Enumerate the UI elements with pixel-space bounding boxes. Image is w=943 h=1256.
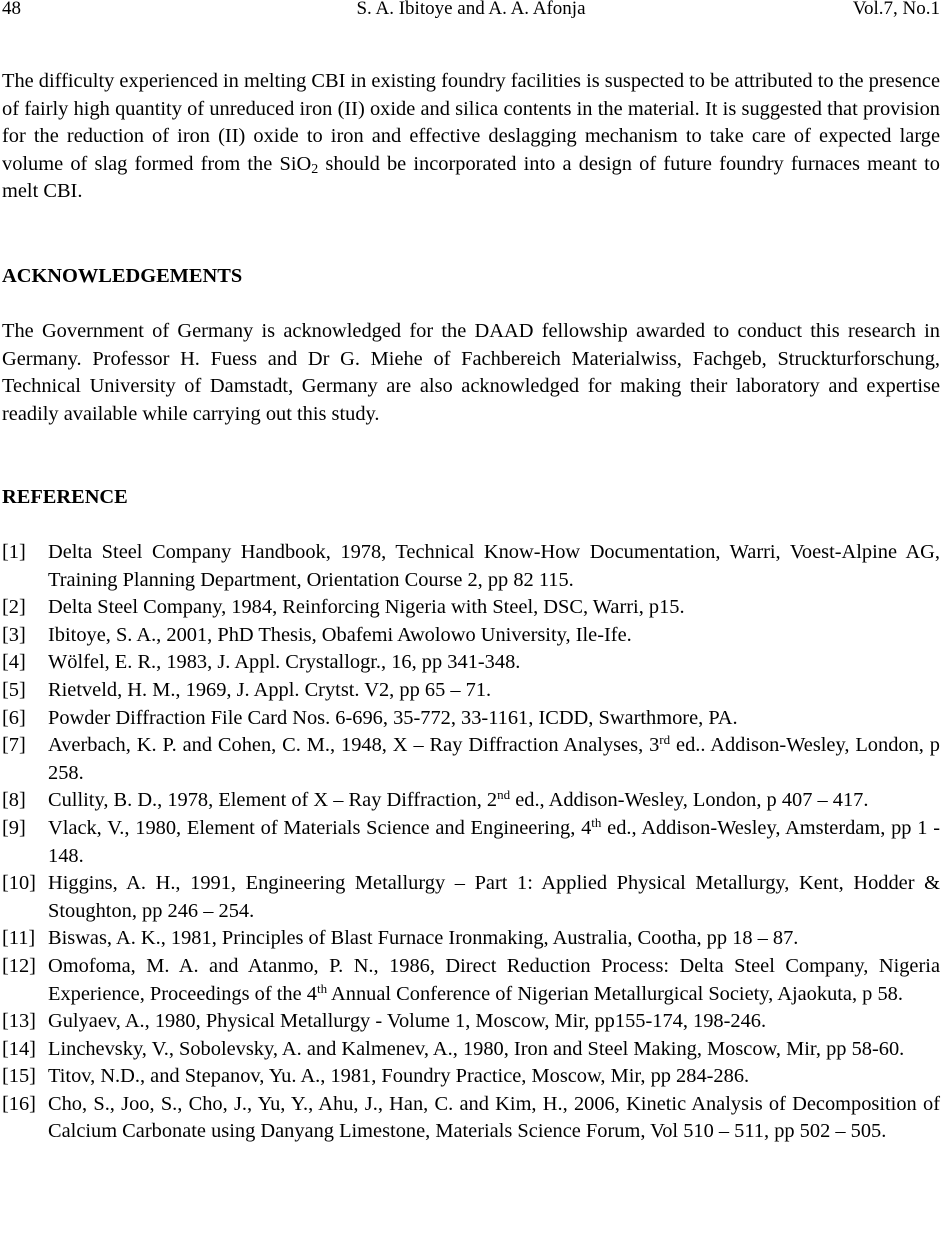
acknowledgements-heading: ACKNOWLEDGEMENTS: [2, 265, 243, 287]
reference-item: [2, 953, 940, 1008]
header-volume: Vol.7, No.1: [852, 0, 940, 19]
reference-number: [7]: [2, 734, 26, 757]
reference-item: [2, 1036, 940, 1064]
reference-number: [1]: [2, 541, 26, 563]
reference-text-continued: ed., Addison-Wesley, Amsterdam, pp 1 - 148.: [48, 816, 941, 867]
reference-item: [2, 870, 940, 925]
reference-item: [2, 539, 940, 594]
subscript: 2: [311, 161, 319, 177]
ordinal-superscript: rd: [659, 732, 671, 748]
reference-number: [3]: [2, 623, 26, 646]
reference-text: Linchevsky, V., Sobolevsky, A. and Kalmenev, A., 1980, Iron and Steel Making, Moscow, Mir, pp 58-60.: [48, 1037, 905, 1060]
reference-item: [2, 594, 940, 622]
reference-item: [2, 705, 940, 733]
reference-number: [8]: [2, 789, 26, 812]
header-authors: S. A. Ibitoye and A. A. Afonja: [356, 0, 586, 19]
reference-text: Cho, S., Joo, S., Cho, J., Yu, Y., Ahu, J., Han, C. and Kim, H., 2006, Kinetic Analysis of Decomposition of Calcium Carbonate using Danyang Limestone, Materials Science Forum, Vol 510 – 511, pp 502 – 505.: [48, 1092, 940, 1143]
reference-item: [2, 787, 940, 815]
reference-text-continued: ed., Addison-Wesley, London, p 407 – 417.: [510, 789, 869, 812]
reference-text: Higgins, A. H., 1991, Engineering Metallurgy – Part 1: Applied Physical Metallurgy, Kent, Hodder & Stoughton, pp 246 – 254.: [48, 872, 940, 922]
reference-item: [2, 1091, 940, 1146]
reference-item: [2, 1008, 940, 1036]
reference-text: Cullity, B. D., 1978, Element of X – Ray Diffraction, 2: [48, 789, 498, 812]
ordinal-superscript: th: [591, 814, 602, 830]
reference-text-continued: Annual Conference of Nigerian Metallurgical Society, Ajaokuta, p 58.: [327, 982, 903, 1005]
acknowledgements-paragraph: The Government of Germany is acknowledged for the DAAD fellowship awarded to conduct this research in Germany. Professor H. Fuess and Dr G. Miehe of Fachbereich Materialwiss, Fachgeb, Struckturforschung, Technical University of Damstadt, Germany are also acknowledged for making their laboratory and expertise readily available while carrying out this study.: [2, 320, 940, 425]
reference-item: [2, 677, 940, 705]
reference-text: Vlack, V., 1980, Element of Materials Science and Engineering, 4: [48, 816, 592, 839]
reference-item: [2, 622, 940, 650]
reference-item: [2, 732, 940, 787]
references-heading: REFERENCE: [2, 486, 128, 508]
reference-text: Biswas, A. K., 1981, Principles of Blast Furnace Ironmaking, Australia, Cootha, pp 18 – 87.: [48, 927, 799, 950]
running-header: [2, 0, 940, 22]
reference-item: [2, 649, 940, 677]
reference-text: Rietveld, H. M., 1969, J. Appl. Crytst. V2, pp 65 – 71.: [48, 678, 492, 701]
page-number: 48: [2, 0, 21, 19]
reference-number: [11]: [2, 927, 36, 950]
reference-text: Ibitoye, S. A., 2001, PhD Thesis, Obafemi Awolowo University, Ile-Ife.: [48, 623, 632, 646]
reference-text: Delta Steel Company Handbook, 1978, Technical Know-How Documentation, Warri, Voest-Alpine AG, Training Planning Department, Orientation Course 2, pp 82 115.: [48, 541, 940, 591]
reference-text: Averbach, K. P. and Cohen, C. M., 1948, X – Ray Diffraction Analyses, 3: [48, 734, 660, 757]
reference-number: [2]: [2, 596, 26, 619]
reference-text-continued: ed.. Addison-Wesley, London, p 258.: [48, 734, 940, 784]
reference-text: Delta Steel Company, 1984, Reinforcing Nigeria with Steel, DSC, Warri, p15.: [48, 596, 685, 619]
reference-item: [2, 1063, 940, 1091]
reference-number: [9]: [2, 816, 26, 839]
reference-text: Omofoma, M. A. and Atanmo, P. N., 1986, Direct Reduction Process: Delta Steel Company, Nigeria Experience, Proceedings of the 4: [48, 954, 940, 1005]
conclusion-text-end: should be incorporated into a design of future foundry furnaces meant to melt CBI.: [2, 152, 940, 203]
reference-number: [4]: [2, 651, 26, 674]
reference-text: Powder Diffraction File Card Nos. 6-696, 35-772, 33-1161, ICDD, Swarthmore, PA.: [48, 706, 738, 729]
conclusion-text: The difficulty experienced in melting CBI in existing foundry facilities is suspected to be attributed to the presence of fairly high quantity of unreduced iron (II) oxide and silica contents in the material. It is suggested that provision for the reduction of iron (II) oxide to iron and effective deslagging mechanism to take care of expected large volume of slag formed from the SiO: [2, 70, 940, 175]
conclusion-paragraph: [2, 68, 940, 206]
reference-text: Gulyaev, A., 1980, Physical Metallurgy - Volume 1, Moscow, Mir, pp155-174, 198-246.: [48, 1010, 767, 1033]
reference-number: [12]: [2, 954, 36, 977]
reference-number: [10]: [2, 872, 36, 895]
reference-number: [16]: [2, 1092, 36, 1115]
reference-number: [14]: [2, 1037, 36, 1060]
reference-number: [13]: [2, 1010, 36, 1033]
ordinal-superscript: nd: [497, 787, 511, 803]
reference-number: [6]: [2, 706, 26, 729]
reference-number: [5]: [2, 678, 26, 701]
reference-text: Wölfel, E. R., 1983, J. Appl. Crystallogr., 16, pp 341-348.: [48, 651, 521, 674]
reference-text: Titov, N.D., and Stepanov, Yu. A., 1981, Foundry Practice, Moscow, Mir, pp 284-286.: [48, 1065, 750, 1088]
reference-number: [15]: [2, 1065, 36, 1088]
ordinal-superscript: th: [316, 980, 328, 996]
reference-item: [2, 815, 940, 870]
reference-list: [2, 539, 940, 1146]
reference-item: [2, 925, 940, 953]
